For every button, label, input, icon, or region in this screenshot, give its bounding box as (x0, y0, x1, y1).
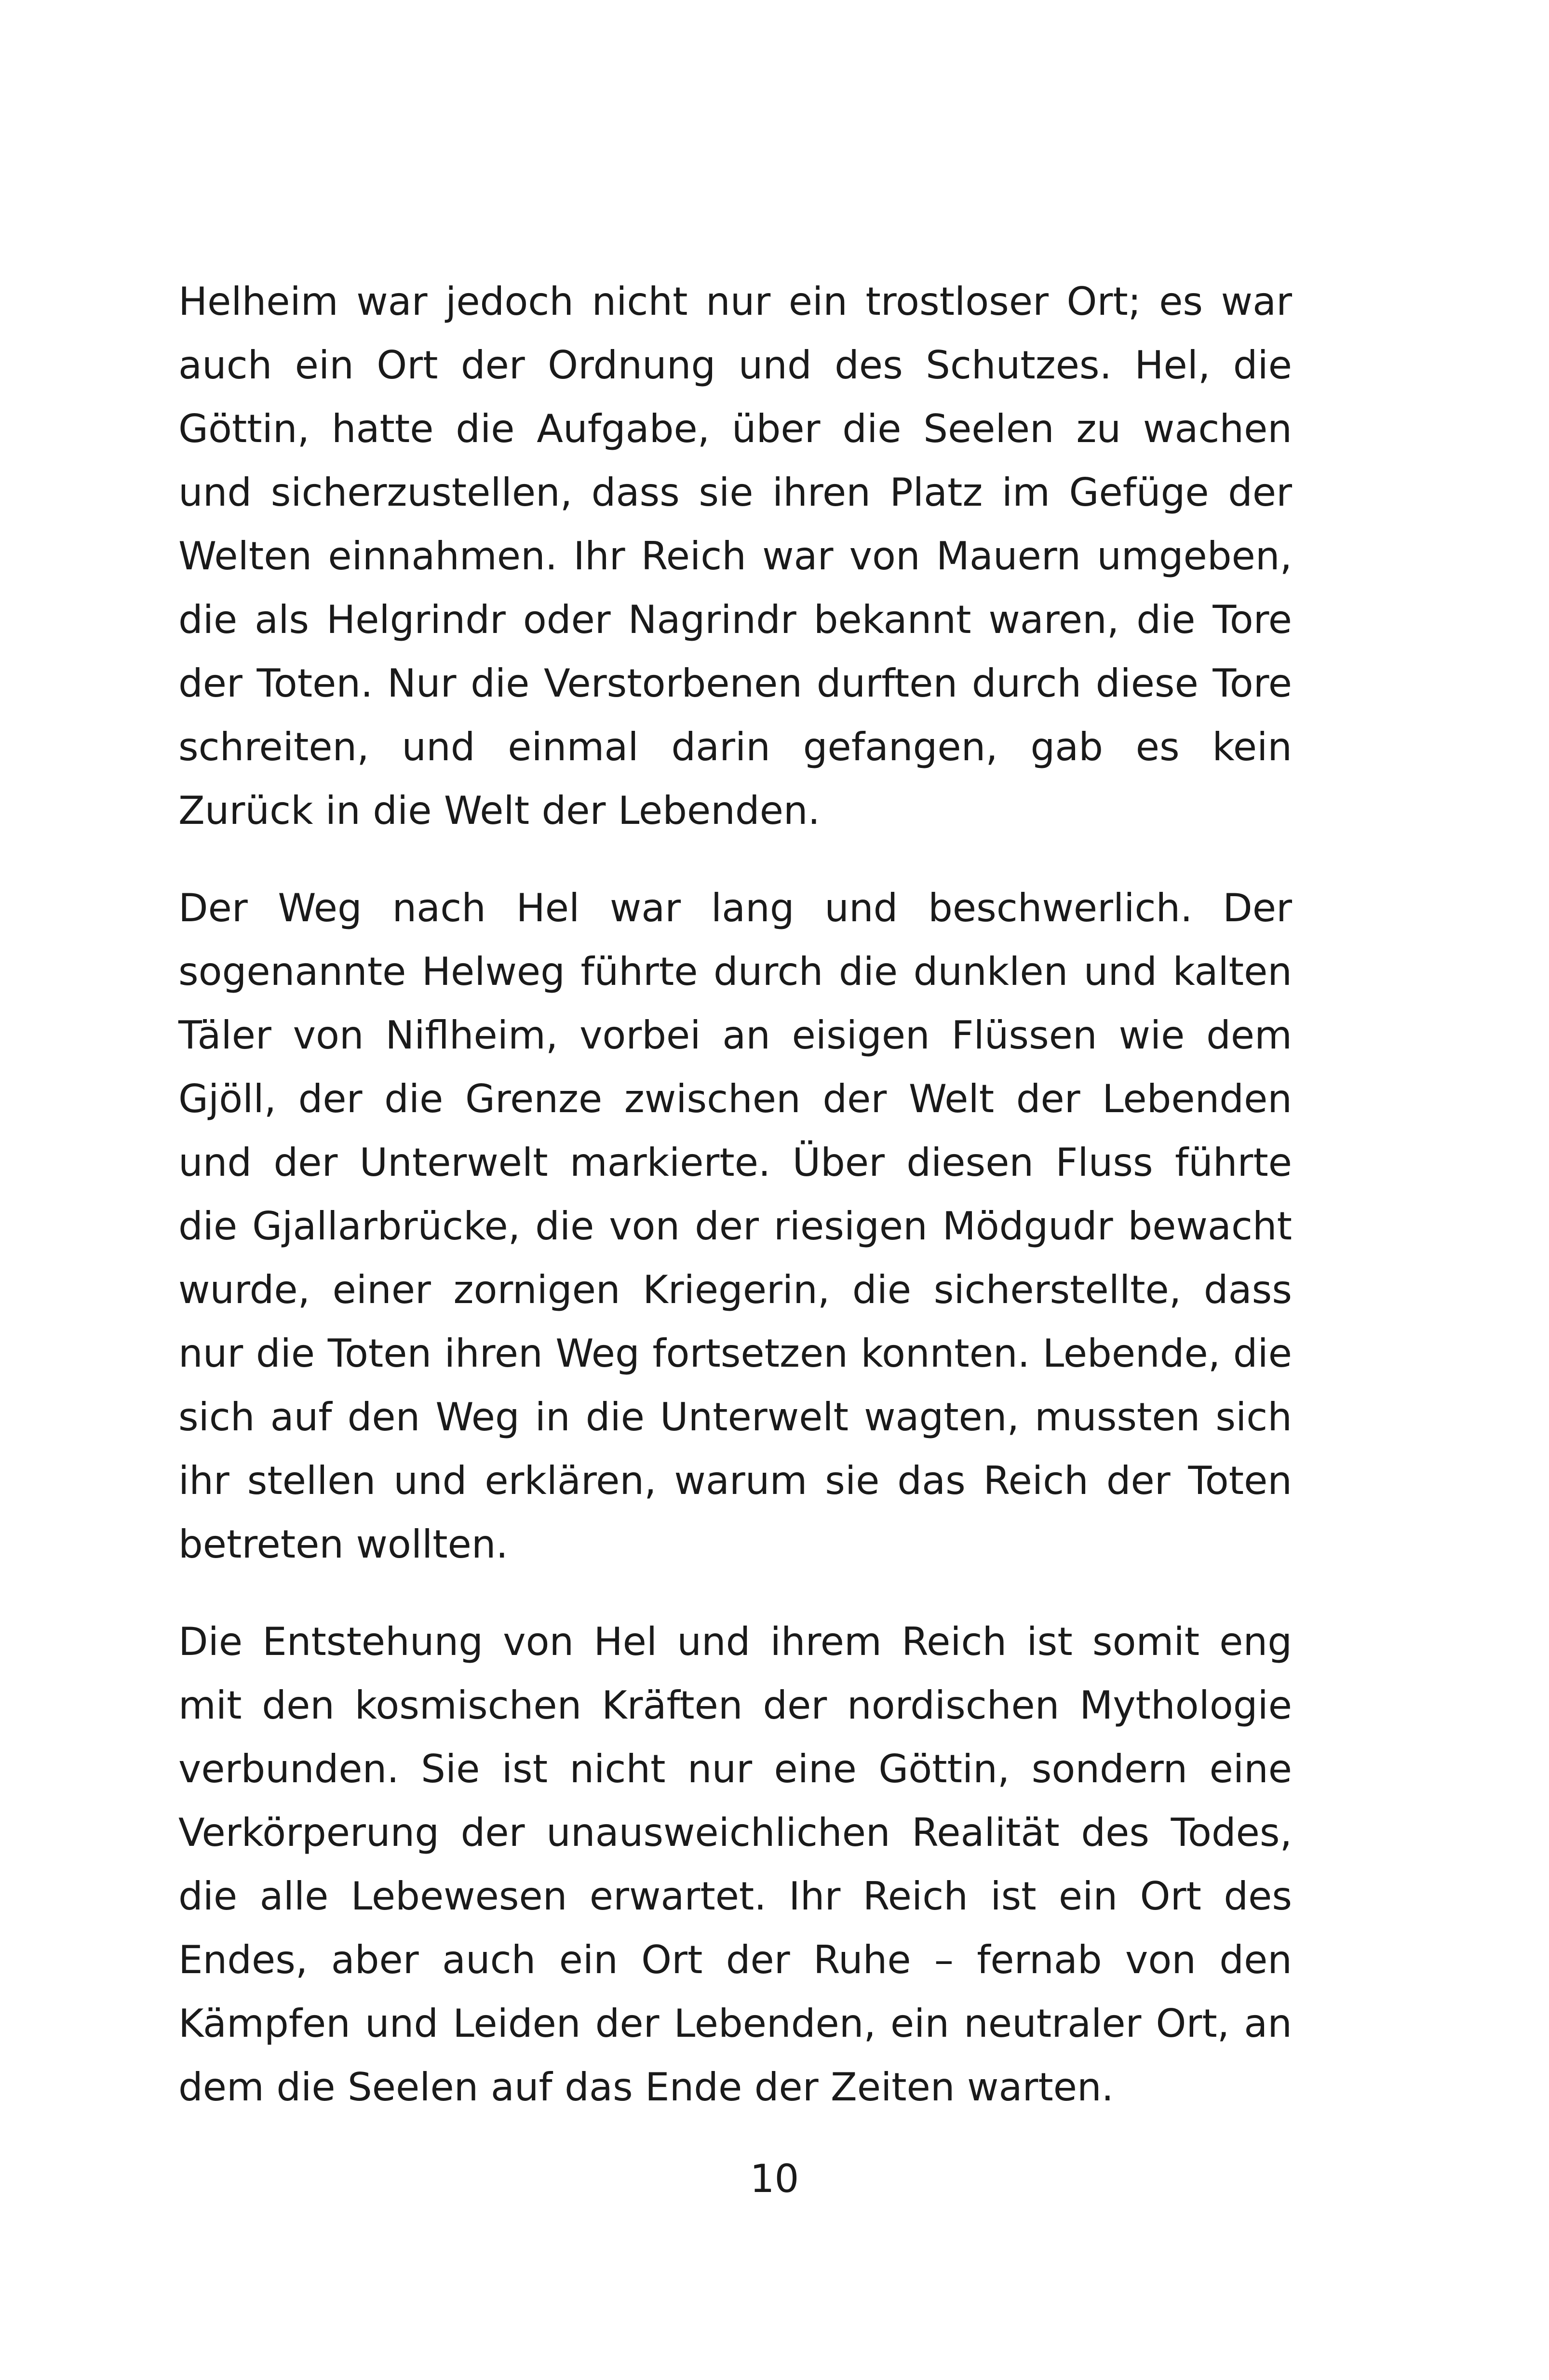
paragraph-1: Helheim war jedoch nicht nur ein trostloser Ort; es war auch ein Ort der Ordnung und des Schutzes. Hel, die Göttin, hatte die Aufgabe, über die Seelen zu wachen und sicherzustellen, dass sie ihren Platz im Gefüge der Welten einnahmen. Ihr Reich war von Mauern umgeben, die als Helgrindr oder Nagrindr bekannt waren, die Tore der Toten. Nur die Verstorbenen durften durch diese Tore schreiten, und einmal darin gefangen, gab es kein Zurück in die Welt der Lebenden. (178, 279, 1292, 833)
body-text (178, 270, 1292, 2153)
page-number: 10 (750, 2156, 799, 2201)
paragraph-2: Der Weg nach Hel war lang und beschwerlich. Der sogenannte Helweg führte durch die dunklen und kalten Täler von Niflheim, vorbei an eisigen Flüssen wie dem Gjöll, der die Grenze zwischen der Welt der Lebenden und der Unterwelt markierte. Über diesen Fluss führte die Gjallarbrücke, die von der riesigen Mödgudr bewacht wurde, einer zornigen Kriegerin, die sicherstellte, dass nur die Toten ihren Weg fortsetzen konnten. Lebende, die sich auf den Weg in die Unterwelt wagten, mussten sich ihr stellen und erklären, warum sie das Reich der Toten betreten wollten. (178, 886, 1292, 1567)
paragraph-3: Die Entstehung von Hel und ihrem Reich ist somit eng mit den kosmischen Kräften der nordischen Mythologie verbunden. Sie ist nicht nur eine Göttin, sondern eine Verkörperung der unausweichlichen Realität des Todes, die alle Lebewesen erwartet. Ihr Reich ist ein Ort des Endes, aber auch ein Ort der Ruhe – fernab von den Kämpfen und Leiden der Lebenden, ein neutraler Ort, an dem die Seelen auf das Ende der Zeiten warten. (178, 1619, 1292, 2110)
